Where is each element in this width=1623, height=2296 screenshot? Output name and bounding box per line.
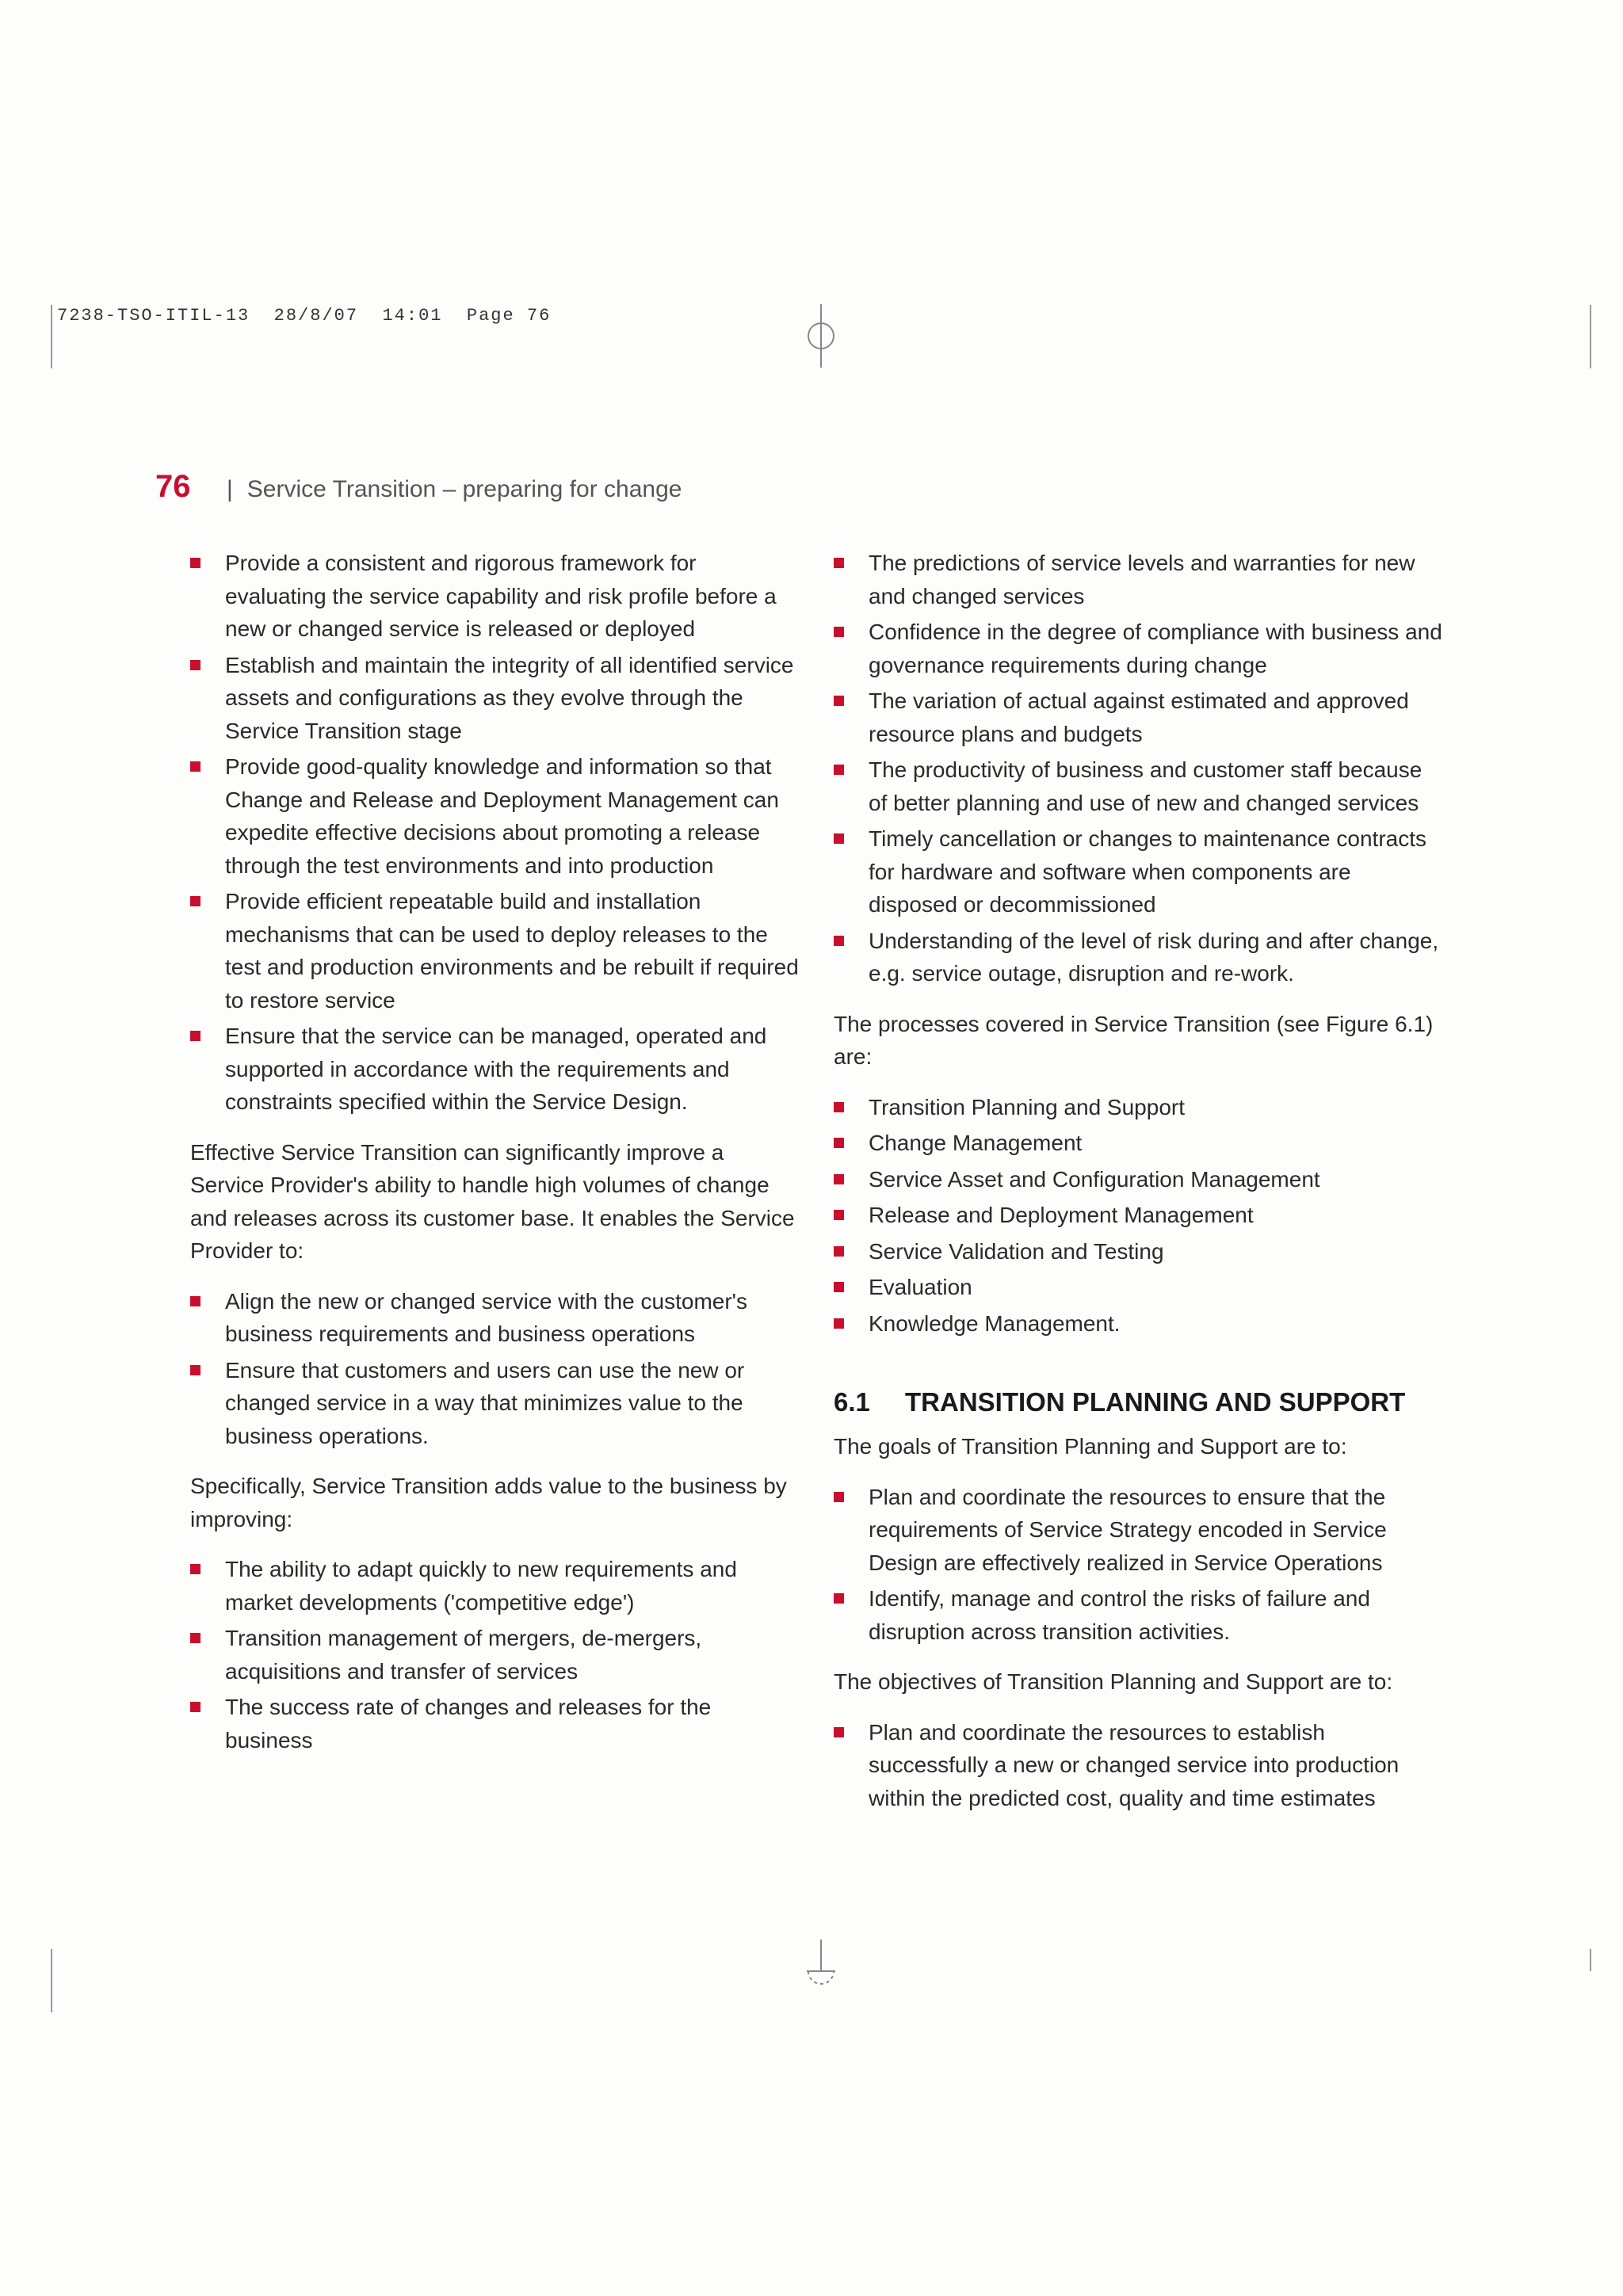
running-header (155, 469, 682, 505)
list-item: Evaluation (834, 1271, 1444, 1304)
list-item: Plan and coordinate the resources to ensure that the requirements of Service Strategy encoded in Service Design are effectively realized in Service Operations (834, 1481, 1444, 1580)
list-item: The predictions of service levels and warranties for new and changed services (834, 547, 1444, 612)
list-item: Align the new or changed service with the customer's business requirements and business operations (190, 1285, 800, 1351)
enables-list (190, 1285, 800, 1453)
section-objectives-list (834, 1716, 1444, 1815)
list-item: Ensure that customers and users can use the new or changed service in a way that minimizes value to the business operations. (190, 1354, 800, 1453)
list-item: Service Asset and Configuration Management (834, 1163, 1444, 1196)
list-item: Change Management (834, 1127, 1444, 1160)
list-item: Establish and maintain the integrity of all identified service assets and configurations as they evolve through the Service Transition stage (190, 649, 800, 748)
paragraph: Effective Service Transition can significantly improve a Service Provider's ability to handle high volumes of change and releases across its customer base. It enables the Service Provider to: (190, 1139, 795, 1263)
processes-list (834, 1091, 1444, 1341)
list-item: The variation of actual against estimated and approved resource plans and budgets (834, 685, 1444, 750)
crop-mark-bottom-right (1590, 1949, 1591, 1971)
list-item: The productivity of business and customer staff because of better planning and use of new and changed services (834, 753, 1444, 819)
list-item: Identify, manage and control the risks of failure and disruption across transition activities. (834, 1582, 1444, 1648)
crop-mark-top-left (51, 305, 52, 368)
list-item: Timely cancellation or changes to maintenance contracts for hardware and software when components are disposed or decommissioned (834, 822, 1444, 921)
paragraph: The goals of Transition Planning and Support are to: (834, 1434, 1347, 1459)
paragraph: The processes covered in Service Transition (see Figure 6.1) are: (834, 1011, 1434, 1069)
improvements-list-continued (834, 547, 1444, 990)
list-item: Provide a consistent and rigorous framework for evaluating the service capability and risk profile before a new or changed service is released or deployed (190, 547, 800, 646)
list-item: Provide efficient repeatable build and installation mechanisms that can be used to deploy releases to the test and production environments and be rebuilt if required to restore service (190, 885, 800, 1016)
list-item: Ensure that the service can be managed, operated and supported in accordance with the requirements and constraints specified within the Service Design. (190, 1020, 800, 1119)
section-title: TRANSITION PLANNING AND SUPPORT (905, 1387, 1406, 1417)
list-item: Transition Planning and Support (834, 1091, 1444, 1124)
paragraph: Specifically, Service Transition adds value to the business by improving: (190, 1474, 787, 1531)
list-item: Knowledge Management. (834, 1307, 1444, 1341)
list-item: Service Validation and Testing (834, 1235, 1444, 1268)
left-column (190, 547, 800, 1774)
section-number: 6.1 (834, 1387, 870, 1417)
list-item: Plan and coordinate the resources to establish successfully a new or changed service into production within the predicted cost, quality and time estimates (834, 1716, 1444, 1815)
print-slug: 7238-TSO-ITIL-13 28/8/07 14:01 Page 76 (57, 306, 552, 326)
running-title-text: Service Transition – preparing for change (246, 476, 682, 502)
list-item: Confidence in the degree of compliance with business and governance requirements during change (834, 616, 1444, 681)
improvements-list (190, 1553, 800, 1756)
list-item: The ability to adapt quickly to new requirements and market developments ('competitive edge') (190, 1553, 800, 1619)
list-item: Transition management of mergers, de-mergers, acquisitions and transfer of services (190, 1622, 800, 1688)
page-number: 76 (155, 469, 191, 504)
objectives-list (190, 547, 800, 1119)
list-item: The success rate of changes and releases for the business (190, 1691, 800, 1756)
section-heading (834, 1387, 1444, 1417)
list-item: Provide good-quality knowledge and information so that Change and Release and Deployment Management can expedite effective decisions about promoting a release through the test environments and into production (190, 750, 800, 882)
goals-list (834, 1481, 1444, 1649)
crop-mark-bottom-left (51, 1949, 52, 2012)
crop-mark-top-right (1590, 305, 1591, 368)
registration-mark-bottom (802, 1939, 840, 1995)
running-title: | Service Transition – preparing for change (227, 476, 682, 502)
list-item: Understanding of the level of risk during and after change, e.g. service outage, disruption and re-work. (834, 925, 1444, 990)
list-item: Release and Deployment Management (834, 1199, 1444, 1232)
registration-mark-top (802, 304, 840, 368)
paragraph: The objectives of Transition Planning and Support are to: (834, 1669, 1393, 1694)
right-column (834, 547, 1444, 1832)
